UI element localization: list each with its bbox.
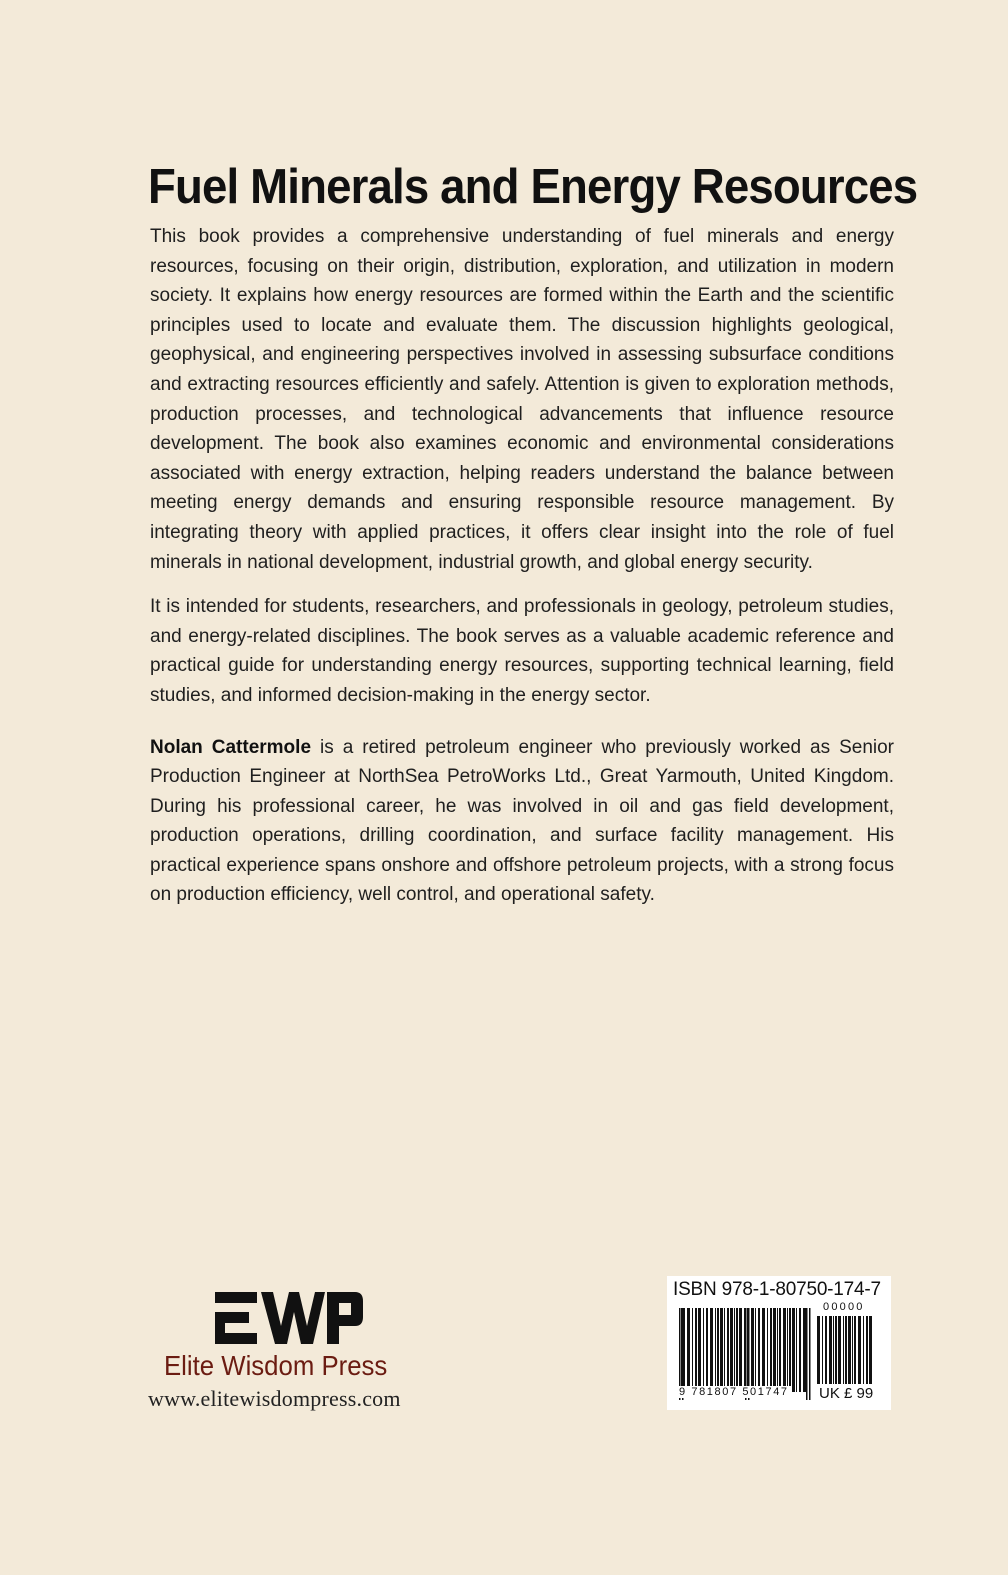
publisher-url: www.elitewisdompress.com — [148, 1386, 401, 1411]
isbn-barcode — [667, 1276, 891, 1410]
book-title: Fuel Minerals and Energy Resources — [148, 160, 918, 214]
price-label: UK £ 99 — [819, 1385, 874, 1402]
publisher-logo-icon — [215, 1290, 363, 1346]
back-cover-text — [150, 222, 894, 925]
author-bio — [150, 733, 894, 911]
description-paragraph-2: It is intended for students, researchers, and professionals in geology, petroleum studies, and energy-related disciplines. The book serves as a valuable academic reference and practical guide for understanding energy resources, supporting technical learning, field studies, and informed decision-making in the energy sector. — [150, 596, 894, 706]
author-bio-text: is a retired petroleum engineer who previously worked as Senior Production Engineer at NorthSea PetroWorks Ltd., Great Yarmouth, United Kingdom. During his professional career, he was involved in oil and gas field development, production operations, drilling coordination, and surface facility management. His practical experience spans onshore and offshore petroleum projects, with a strong focus on production efficiency, well control, and operational safety. — [150, 736, 895, 906]
description-paragraph-1: This book provides a comprehensive understanding of fuel minerals and energy resources, focusing on their origin, distribution, exploration, and utilization in modern society. It explains how energy resources are formed within the Earth and the scientific principles used to locate and evaluate them. The discussion highlights geological, geophysical, and engineering perspectives involved in assessing subsurface conditions and extracting resources efficiently and safely. Attention is given to exploration methods, production processes, and technological advancements that influence resource development. The book also examines economic and environmental considerations associated with energy extraction, helping readers understand the balance between meeting energy demands and ensuring responsible resource management. By integrating theory with applied practices, it offers clear insight into the role of fuel minerals in national development, industrial growth, and global energy security. — [150, 226, 894, 573]
barcode-digits: 9 781807 501747 — [679, 1386, 789, 1398]
barcode-addon-digits: 00000 — [823, 1301, 865, 1313]
author-name: Nolan Cattermole — [150, 736, 312, 758]
isbn-number: ISBN 978-1-80750-174-7 — [673, 1279, 881, 1300]
publisher-name: Elite Wisdom Press — [164, 1350, 388, 1381]
